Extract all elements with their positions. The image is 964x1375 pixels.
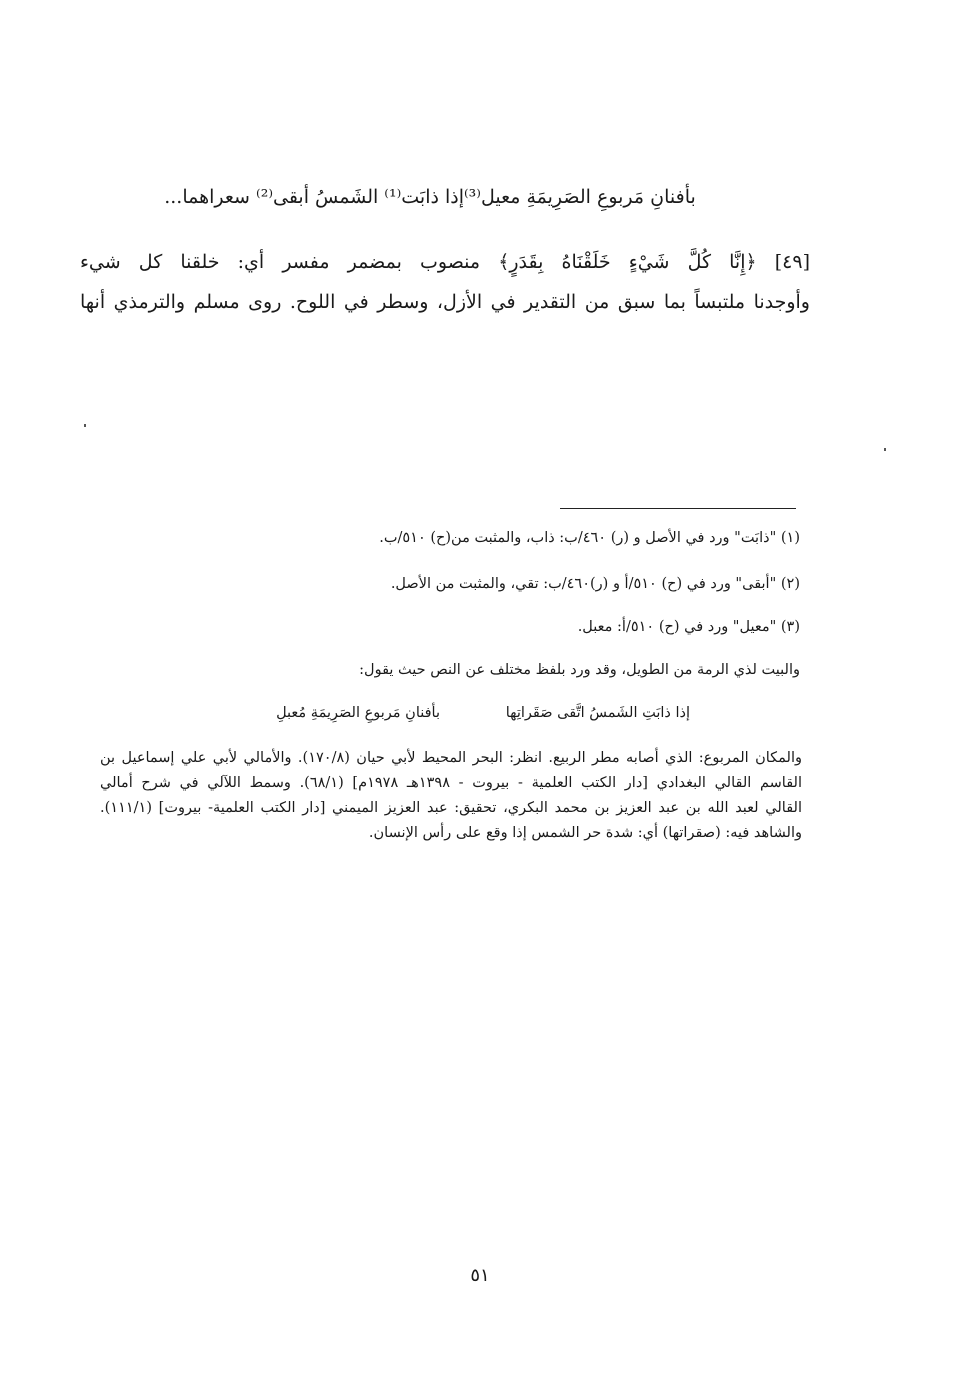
body-paragraph [80, 242, 810, 322]
scan-speck [84, 424, 86, 427]
commentary-line-2: القاسم القالي البغدادي [دار الكتب العلمية - بيروت - ١٣٩٨هـ ١٩٧٨م] (٦٨/١). وسمط اللآلي في شرح أمالي [100, 775, 802, 791]
verse-line: بأفنانِ مَربوعِ الصَرِيمَةِ معيل⁽³⁾إذا ذابَت⁽¹⁾ الشَمسُ أبقى⁽²⁾ سعراهما... [164, 186, 696, 208]
scan-speck [884, 448, 886, 451]
page-number: ٥١ [470, 1265, 490, 1286]
poem-first-hemistich: إذا ذابَتِ الشَمسُ اتَّقى صَقَراتِها [505, 705, 690, 721]
commentary-line-3: القالي لعبد الله بن عبد العزيز بن محمد البكري، تحقيق: عبد العزيز الميمني [دار الكتب العلمية- بيروت] (١١١/١). [100, 800, 802, 816]
footnote-2: (٢) "أبقى" ورد في (ح) ٥١٠/أ و (ر)٤٦٠/ب: تقي، والمثبت من الأصل. [390, 576, 800, 592]
footnote-1: (١) "ذابَت" ورد في الأصل و (ر) ٤٦٠/ب: ذاب، والمثبت من(ح) ٥١٠/ب. [379, 530, 800, 546]
commentary-line-4: والشاهد فيه: (صقراتها) أي: شدة حر الشمس إذا وقع على رأس الإنسان. [368, 825, 802, 841]
commentary [100, 746, 802, 846]
body-line-1: [٤٩] ﴿إِنَّا كُلَّ شَيْءٍ خَلَقْنَاهُ بِقَدَرٍ﴾ منصوب بمضمر مفسر أي: خلقنا كل شيء [80, 251, 810, 273]
poem-second-hemistich: بأفنانِ مَربوعِ الصَرِيمَةِ مُعبلِ [276, 705, 440, 721]
body-line-2: وأوجدنا ملتبساً بما سبق من التقدير في الأزل، وسطر في اللوح. روى مسلم والترمذي أنها [80, 291, 810, 313]
commentary-line-1: والمكان المربوع: الذي أصابه مطر الربيع. انظر: البحر المحيط لأبي حيان (١٧٠/٨). والأمالي لأبي علي إسماعيل بن [100, 750, 802, 766]
footnote-separator [560, 508, 796, 509]
footnote-intro: والبيت لذي الرمة من الطويل، وقد ورد بلفظ مختلف عن النص حيث يقول: [359, 662, 800, 678]
footnote-3: (٣) "معيل" ورد في (ح) ٥١٠/أ: معبل. [577, 619, 800, 635]
